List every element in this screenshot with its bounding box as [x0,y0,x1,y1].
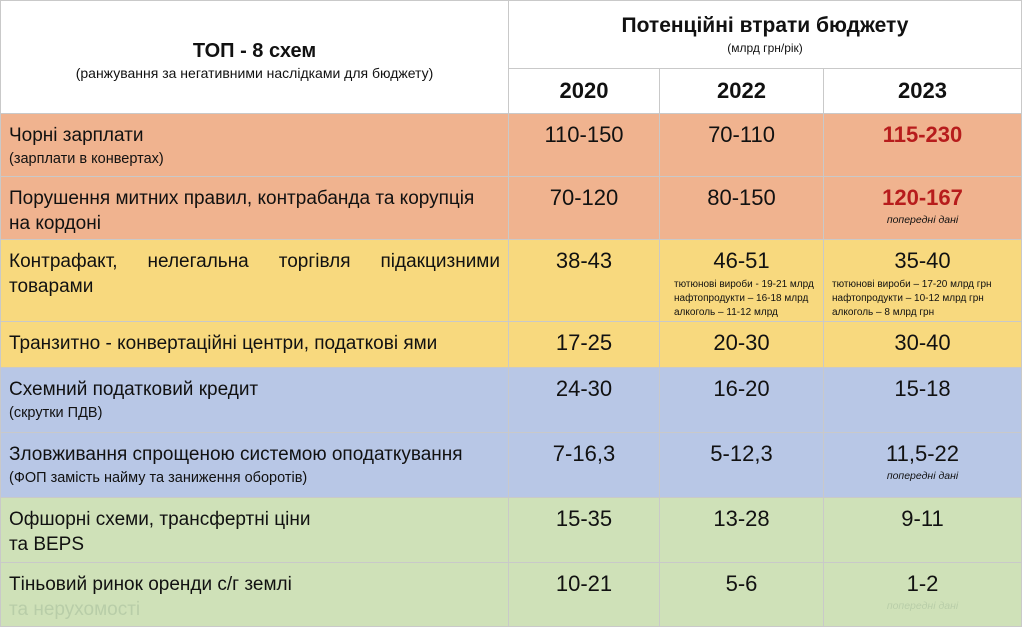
value-text: 13-28 [713,506,770,531]
scheme-title: Офшорні схеми, трансфертні ціни [9,509,311,530]
value-2020 [509,114,660,177]
value-text: 30-40 [894,330,951,355]
value-2022 [660,368,824,433]
scheme-title: Транзитно - конвертаційні центри, податкові ями [9,333,438,354]
breakdown-list [660,275,823,320]
scheme-cell [1,114,509,177]
header-title-cell [1,1,509,114]
preliminary-note: попередні дані [886,214,959,226]
scheme-cell [1,368,509,433]
value-2022 [660,433,824,498]
value-text: 7-16,3 [552,441,616,466]
value-text: 20-30 [713,330,770,355]
scheme-cell [1,322,509,368]
value-text: 70-120 [549,185,619,210]
scheme-cell [1,433,509,498]
year-2020: 2020 [509,69,660,114]
breakdown-item: тютюнові вироби - 19-21 млрд [674,279,814,290]
table-row [1,433,1022,498]
table-row [1,177,1022,240]
value-text: 5-6 [725,571,758,596]
value-text: 70-110 [708,122,775,147]
table-row [1,114,1022,177]
value-2023 [824,498,1022,563]
table-row [1,322,1022,368]
value-text: 11,5-22 [886,441,959,466]
scheme-title: Контрафакт, нелегальна торгівля підакцизними товарами [9,251,500,297]
value-text: 9-11 [901,506,944,531]
scheme-cell [1,563,509,627]
year-2023: 2023 [824,69,1022,114]
budget-header-cell [509,1,1022,69]
scheme-cell [1,498,509,563]
value-2023 [824,177,1022,240]
table-title: ТОП - 8 схем [192,40,317,62]
scheme-note: (скрутки ПДВ) [9,405,103,421]
value-2023 [824,368,1022,433]
breakdown-item: нафтопродукти – 16-18 млрд [674,293,809,304]
value-2023 [824,322,1022,368]
scheme-cell [1,177,509,240]
scheme-title: Порушення митних правил, контрабанда та корупція на кордоні [9,188,475,234]
table-row [1,563,1022,627]
value-2020 [509,177,660,240]
table-row [1,240,1022,322]
value-2020 [509,368,660,433]
table-subtitle: (ранжування за негативними наслідками для бюджету) [75,65,434,81]
breakdown-item: алкоголь – 11-12 млрд [674,307,778,318]
value-2022 [660,498,824,563]
preliminary-note: попередні дані [886,600,959,612]
value-2023 [824,114,1022,177]
value-2022 [660,177,824,240]
value-2020 [509,240,660,322]
value-text: 46-51 [713,248,770,273]
table-row [1,498,1022,563]
value-2023 [824,563,1022,627]
preliminary-note: попередні дані [886,470,959,482]
value-text: 115-230 [882,122,963,147]
scheme-cell [1,240,509,322]
value-2020 [509,563,660,627]
value-text: 15-35 [555,506,613,531]
scheme-note: (ФОП замість найму та заниження оборотів) [9,470,308,486]
value-text: 16-20 [713,376,770,401]
scheme-title-line2: та BEPS [9,534,85,555]
value-text: 110-150 [544,122,624,147]
value-2022 [660,563,824,627]
header-row [1,1,1022,69]
scheme-title: Чорні зарплати [9,125,144,146]
value-text: 35-40 [894,248,951,273]
value-2022 [660,322,824,368]
value-2023 [824,433,1022,498]
value-2020 [509,433,660,498]
breakdown-list [824,275,1021,320]
budget-title: Потенційні втрати бюджету [621,14,909,37]
value-2022 [660,114,824,177]
value-text: 15-18 [894,376,951,401]
value-2020 [509,322,660,368]
value-text: 120-167 [882,185,963,210]
breakdown-item: нафтопродукти – 10-12 млрд грн [832,293,984,304]
value-text: 1-2 [906,571,939,596]
scheme-note: (зарплати в конвертах) [9,151,164,167]
value-2022 [660,240,824,322]
value-text: 5-12,3 [710,441,773,466]
value-text: 17-25 [555,330,613,355]
value-2023 [824,240,1022,322]
breakdown-item: тютюнові вироби – 17-20 млрд грн [832,279,992,290]
scheme-title: Схемний податковий кредит [9,379,259,400]
value-2020 [509,498,660,563]
breakdown-item: алкоголь – 8 млрд грн [832,307,935,318]
table-row [1,368,1022,433]
value-text: 38-43 [555,248,613,273]
value-text: 80-150 [707,185,776,210]
budget-unit: (млрд грн/рік) [727,41,803,55]
year-2022: 2022 [660,69,824,114]
scheme-title-faded-line: та нерухомості [9,599,141,620]
value-text: 10-21 [555,571,613,596]
value-text: 24-30 [555,376,613,401]
scheme-title: Тіньовий ринок оренди с/г землі [9,574,292,595]
scheme-title: Зловживання спрощеною системою оподаткування [9,444,463,465]
